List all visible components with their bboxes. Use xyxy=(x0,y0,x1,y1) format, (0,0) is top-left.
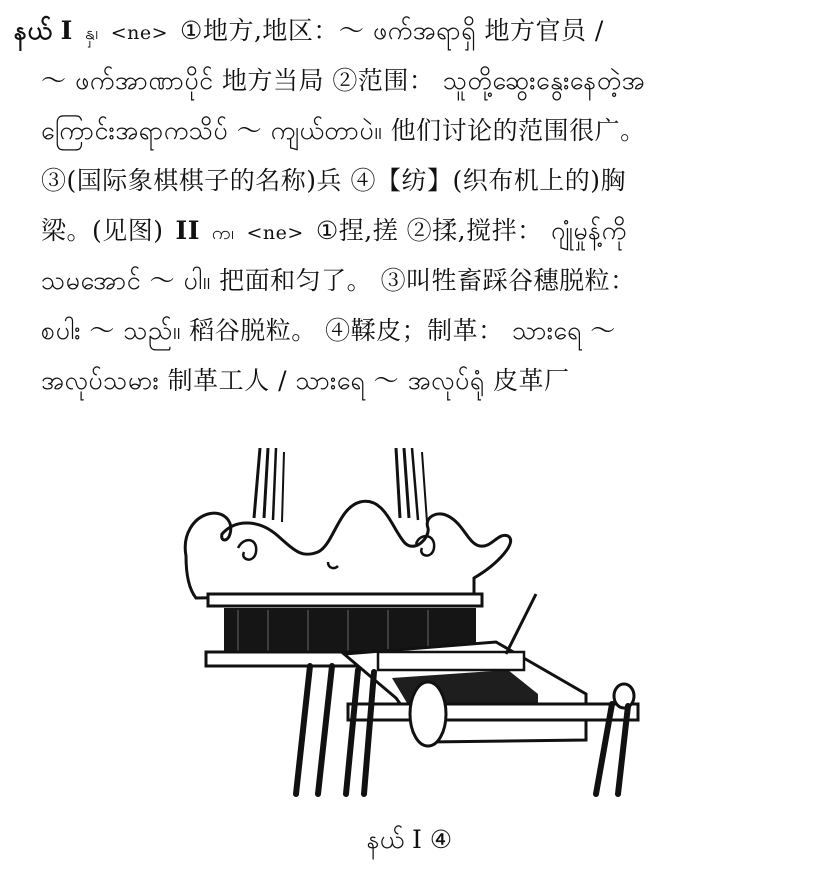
entry-line xyxy=(14,6,814,56)
sense-numeral: I xyxy=(60,16,73,45)
entry-text: 梁。(见图) xyxy=(41,216,164,245)
entry-text: <ne> xyxy=(246,222,304,244)
entry-text: အလုပ်သမား 制革工人 / သားရေ ～ အလုပ်ရုံ 皮革厂 xyxy=(41,366,570,395)
entry-text: နှ၊ xyxy=(84,22,99,44)
entry-line xyxy=(14,356,814,406)
entry-line xyxy=(14,56,814,106)
entry-line xyxy=(14,106,814,156)
warp-cords xyxy=(254,448,427,522)
entry-text: ～ ဖက်အာဏာပိုင် 地方当局 ②范围： သူတို့ဆွေးနွေးနေတဲ့အ xyxy=(41,66,646,95)
entry-line xyxy=(14,156,814,206)
entry-text: သမအောင် ～ ပါ။ 把面和匀了。 ③叫牲畜踩谷穗脱粒： xyxy=(41,266,636,295)
cloth-beam-rod xyxy=(348,704,638,720)
entry-text: <ne> xyxy=(110,22,169,44)
entry-text: စပါး ～ သည်။ 稻谷脱粒。 ④鞣皮；制革： သားရေ ～ xyxy=(41,316,616,345)
entry-text: က၊ xyxy=(211,222,235,244)
decorative-crest xyxy=(185,501,510,598)
rod-end xyxy=(614,684,634,708)
entry-text: ③(国际象棋棋子的名称)兵 ④【纺】(织布机上的)胸 xyxy=(41,166,626,195)
loom-breast-beam-illustration xyxy=(178,448,648,808)
entry-line xyxy=(14,306,814,356)
entry-text: ①捏,搓 ②揉,搅拌： ဂျုံမှုန့်ကို xyxy=(315,216,627,245)
figure-caption: နယ် I ④ xyxy=(366,825,453,854)
pointer-line xyxy=(506,594,536,654)
headword: နယ် xyxy=(14,16,53,45)
dictionary-entry xyxy=(14,6,814,406)
breast-beam xyxy=(378,652,524,670)
crest-base-bar xyxy=(208,594,482,606)
entry-text: ①地方,地区：～ ဖက်အရာရှိ 地方官员 / xyxy=(180,16,604,45)
entry-line xyxy=(14,206,814,256)
sense-numeral: II xyxy=(175,216,200,245)
cloth-roll xyxy=(410,682,446,746)
entry-text: ကြောင်းအရာကသိပ် ～ ကျယ်တာပဲ။ 他们讨论的范围很广。 xyxy=(41,116,646,145)
entry-line xyxy=(14,256,814,306)
